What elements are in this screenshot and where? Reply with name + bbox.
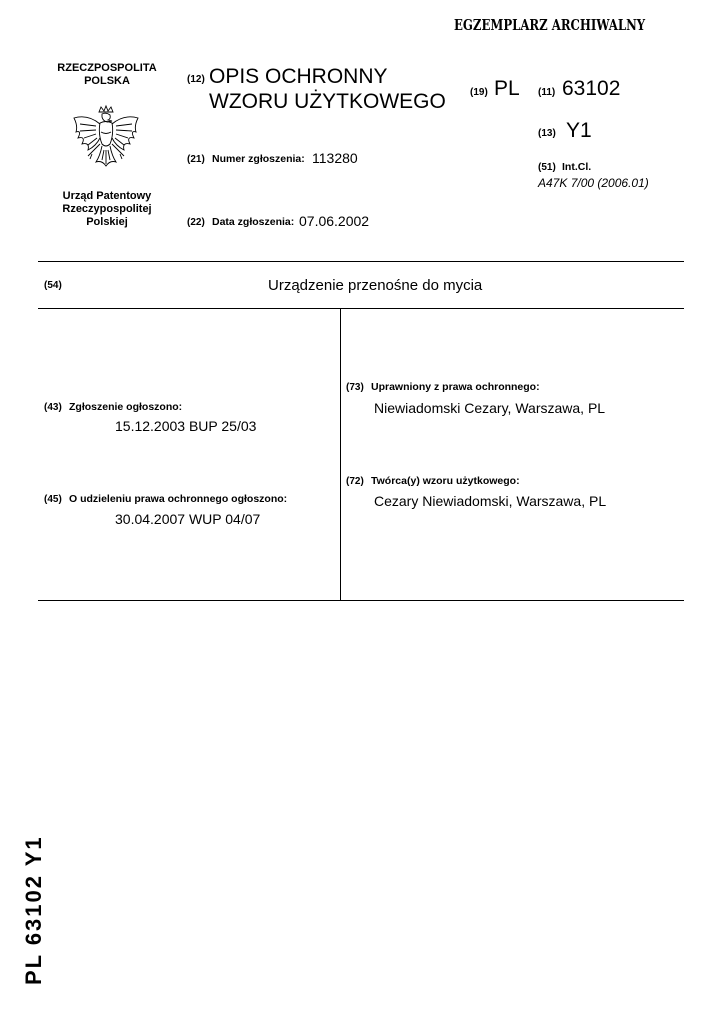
- kind-code: (13): [538, 128, 556, 139]
- grant-value: 30.04.2007 WUP 04/07: [115, 511, 261, 527]
- publication-label: Zgłoszenie ogłoszono:: [69, 401, 183, 413]
- holder-label: Uprawniony z prawa ochronnego:: [371, 381, 540, 393]
- filing-date-code: (22): [187, 217, 205, 228]
- country-name: [52, 62, 162, 88]
- application-number-value: 113280: [312, 150, 358, 166]
- doc-type-line1: OPIS OCHRONNY: [209, 65, 388, 88]
- eagle-emblem: [66, 104, 146, 182]
- title-top-rule: [38, 261, 684, 262]
- creator-code: (72): [346, 476, 364, 487]
- side-document-label: PL 63102 Y1: [21, 835, 46, 985]
- office-line1: Urząd Patentowy: [62, 190, 152, 202]
- publication-value: 15.12.2003 BUP 25/03: [115, 418, 257, 434]
- doc-type-code: (12): [187, 74, 205, 85]
- application-number-label: Numer zgłoszenia:: [212, 153, 305, 165]
- utility-model-title: Urządzenie przenośne do mycia: [268, 277, 483, 294]
- application-number-code: (21): [187, 154, 205, 165]
- doc-type-line2: WZORU UŻYTKOWEGO: [209, 90, 446, 113]
- grant-code: (45): [44, 494, 62, 505]
- title-code: (54): [44, 280, 62, 291]
- kind-value: Y1: [566, 119, 592, 142]
- column-divider: [340, 308, 341, 600]
- country-line1: RZECZPOSPOLITA: [57, 62, 157, 74]
- number-value: 63102: [562, 77, 621, 100]
- patent-office: [48, 190, 166, 229]
- country-line2: POLSKA: [84, 75, 130, 87]
- filing-date-value: 07.06.2002: [299, 213, 370, 229]
- table-bottom-rule: [38, 600, 684, 601]
- number-code: (11): [538, 87, 556, 98]
- office-line3: Polskiej: [86, 216, 128, 228]
- country-code-code: (19): [470, 87, 488, 98]
- creator-label: Twórca(y) wzoru użytkowego:: [371, 475, 520, 487]
- intcl-value: A47K 7/00 (2006.01): [538, 176, 649, 190]
- holder-code: (73): [346, 382, 364, 393]
- creator-value: Cezary Niewiadomski, Warszawa, PL: [374, 493, 607, 509]
- country-code-value: PL: [494, 77, 520, 100]
- grant-label: O udzieleniu prawa ochronnego ogłoszono:: [69, 493, 288, 505]
- archive-stamp: EGZEMPLARZ ARCHIWALNY: [454, 16, 646, 34]
- intcl-code: (51): [538, 162, 556, 173]
- intcl-label: Int.Cl.: [562, 161, 592, 173]
- filing-date-label: Data zgłoszenia:: [212, 216, 295, 228]
- title-bottom-rule: [38, 308, 684, 309]
- holder-value: Niewiadomski Cezary, Warszawa, PL: [374, 400, 606, 416]
- publication-code: (43): [44, 402, 62, 413]
- office-line2: Rzeczypospolitej: [62, 203, 152, 215]
